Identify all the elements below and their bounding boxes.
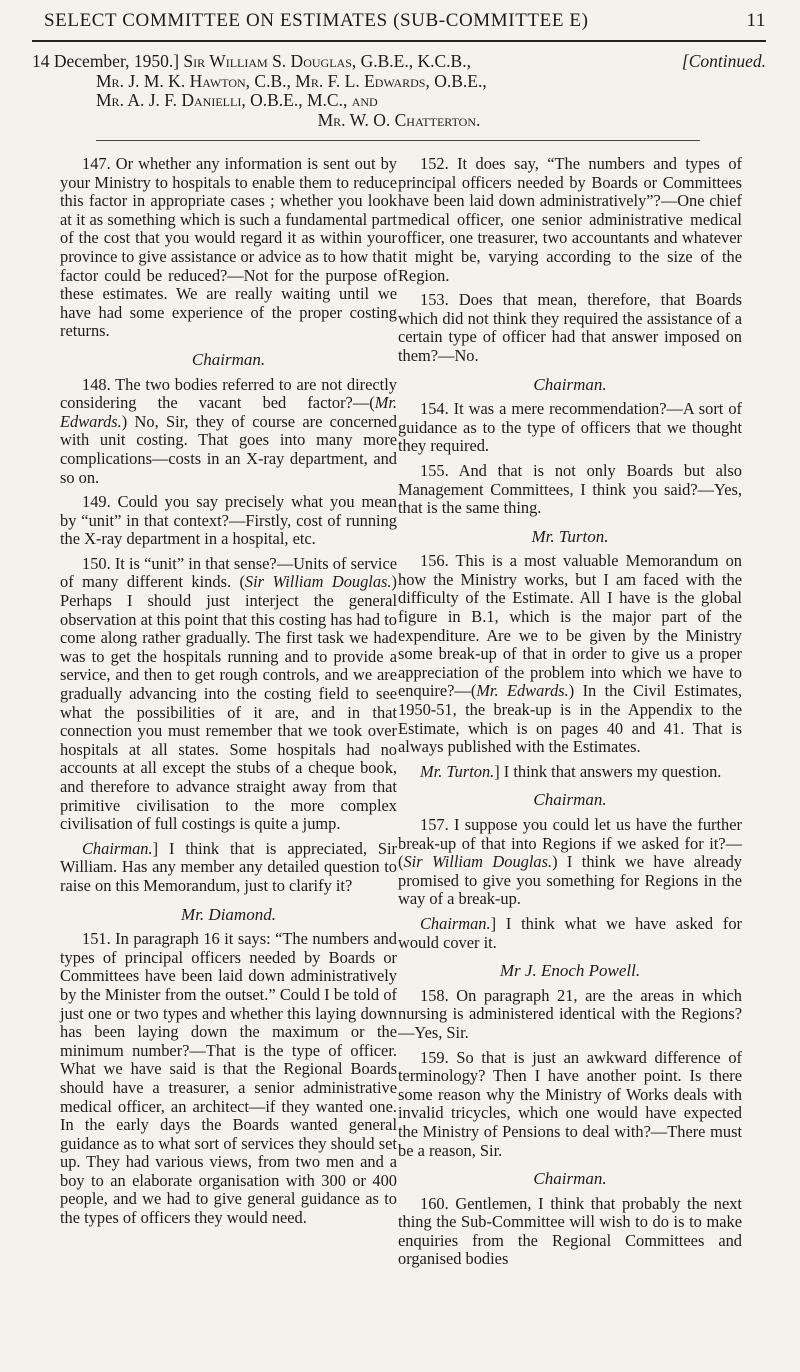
- question-156: 156. This is a most valuable Memorandum on how the Ministry works, but I am faced with the difficulty of the Estimate. All I have is the global figure in B.1, which is the major part of the expenditure. Are we to be given by the Ministry some break-up of that in order to give us a proper appreciation of the problem into which we have to enquire?—(Mr. Edwards.) In the Civil Estimates, 1950-51, the break-up is in the Appendix to the Estimate, which is on pages 40 and 41. That is always published with the Estimates.: [398, 551, 742, 757]
- page-number: 11: [746, 10, 766, 31]
- question-151: 151. In paragraph 16 it says: “The numbers and types of principal officers needed by Boards or Committees have been laid down administratively by the Minister from the outset.” Could I be told of just one or two types and whether this laying down has been laying down the maximum or the minimum number?—That is the type of officer. What we have said is that the Regional Boards should have a treasurer, a senior administrative medical officer, an architect—if they wanted one. In the early days the Boards wanted general guidance as to what sort of services they should set up. They had various views, from two men and a boy to an elaborate organisation with 300 or 400 people, and we had to give general guidance as to the types of officers they would need.: [60, 929, 397, 1228]
- speaker-heading-chairman: Chairman.: [533, 374, 607, 394]
- header-rule: [32, 40, 766, 42]
- question-160: 160. Gentlemen, I think that probably the next thing the Sub-Committee will wish to do is to make enquiries from the Regional Committees and organised bodies: [398, 1193, 742, 1269]
- left-column: [60, 155, 397, 1234]
- witness-line-1: [32, 52, 471, 72]
- witness-names-1: Sir William S. Douglas, G.B.E., K.C.B.,: [183, 51, 471, 71]
- question-148: 148. The two bodies referred to are not directly considering the vacant bed factor?—(Mr. Edwards.) No, Sir, they of course are concerned with unit costing. That goes into many more complications—costs in an X-ray department, and so on.: [60, 374, 397, 487]
- speaker-heading-chairman: Chairman.: [533, 1169, 607, 1189]
- question-158: 158. On paragraph 21, are the areas in which nursing is administered identical with the Regions?—Yes, Sir.: [398, 985, 742, 1042]
- question-149: 149. Could you say precisely what you mean by “unit” in that context?—Firstly, cost of running the X-ray department in a hospital, etc.: [60, 492, 397, 549]
- question-147: 147. Or whether any information is sent out by your Ministry to hospitals to enable them to reduce this factor in appropriate cases ; whether you look at it as something which is such a fundamental part of the cost that you would regard it as within your province to give assistance or advice as to how that factor could be reduced?—Not for the purpose of these estimates. We are really waiting until we have had some experience of the proper costing returns.: [60, 154, 397, 341]
- speaker-heading-chairman: Chairman.: [533, 790, 607, 810]
- question-155: 155. And that is not only Boards but also Management Committees, I think you said?—Yes, that is the same thing.: [398, 460, 742, 518]
- speaker-heading-powell: Mr J. Enoch Powell.: [499, 961, 641, 981]
- witness-block: [32, 52, 766, 130]
- speaker-heading-diamond: Mr. Diamond.: [181, 904, 276, 924]
- running-header: [44, 10, 766, 32]
- question-154: 154. It was a mere recommendation?—A sort of guidance as to the type of officers that we thought they required.: [398, 399, 742, 456]
- continued-label: [Continued.: [681, 51, 766, 71]
- speaker-heading-turton: Mr. Turton.: [531, 526, 609, 546]
- chairman-remark: Chairman.] I think that is appreciated, Sir William. Has any member any detailed question to raise on this Memorandum, just to clarify it?: [60, 838, 397, 895]
- witness-rule: [96, 140, 700, 141]
- turton-remark: Mr. Turton.] I think that answers my question.: [420, 761, 722, 781]
- question-153: 153. Does that mean, therefore, that Boards which did not think they required the assistance of a certain type of officer had that answer imposed on them?—No.: [398, 290, 742, 365]
- speaker-heading-chairman: Chairman.: [191, 349, 266, 369]
- hearing-date: 14 December, 1950.]: [32, 51, 180, 71]
- page-header-title: SELECT COMMITTEE ON ESTIMATES (SUB-COMMITTEE E): [44, 10, 589, 31]
- question-152: 152. It does say, “The numbers and types of principal officers needed by Boards or Committees have been laid down administratively”?—One chief medical officer, one senior administrative medical officer, one treasurer, two accountants and whatever it might be, varying according to the size of the Region.: [398, 154, 742, 285]
- witness-line-2: Mr. J. M. K. Hawton, C.B., Mr. F. L. Edwards, O.B.E.,: [96, 70, 487, 91]
- witness-line-4: Mr. W. O. Chatterton.: [317, 109, 481, 130]
- right-column: [398, 155, 742, 1275]
- chairman-remark: Chairman.] I think what we have asked for would cover it.: [398, 913, 742, 952]
- question-150: 150. It is “unit” in that sense?—Units of service of many different kinds. (Sir William Douglas.) Perhaps I should just interject the general observation at this point that this costing has had to come along rather gradually. The first task we had was to get the hospitals running and to provide a service, and then to get rough controls, and we are gradually advancing into the costing field to see what the possibilities of it are, and in that connection you must remember that we took over hospitals at all states. Some hospitals had no accounts at all except the stubs of a cheque book, and therefore to advance straight away from that primitive civilisation to the more complex civilisation of full costings is quite a jump.: [60, 553, 397, 834]
- question-159: 159. So that is just an awkward difference of terminology? Then I have another point. Is there some reason why the Ministry of Works deals with invalid tricycles, which one would have expected the Ministry of Pensions to deal with?—There must be a reason, Sir.: [398, 1047, 742, 1160]
- witness-line-3: Mr. A. J. F. Danielli, O.B.E., M.C., and: [96, 90, 378, 110]
- question-157: 157. I suppose you could let us have the further break-up of that into Regions if we asked for it?—(Sir William Douglas.) I think we have already promised to give you something for Regions in the way of a break-up.: [398, 815, 742, 909]
